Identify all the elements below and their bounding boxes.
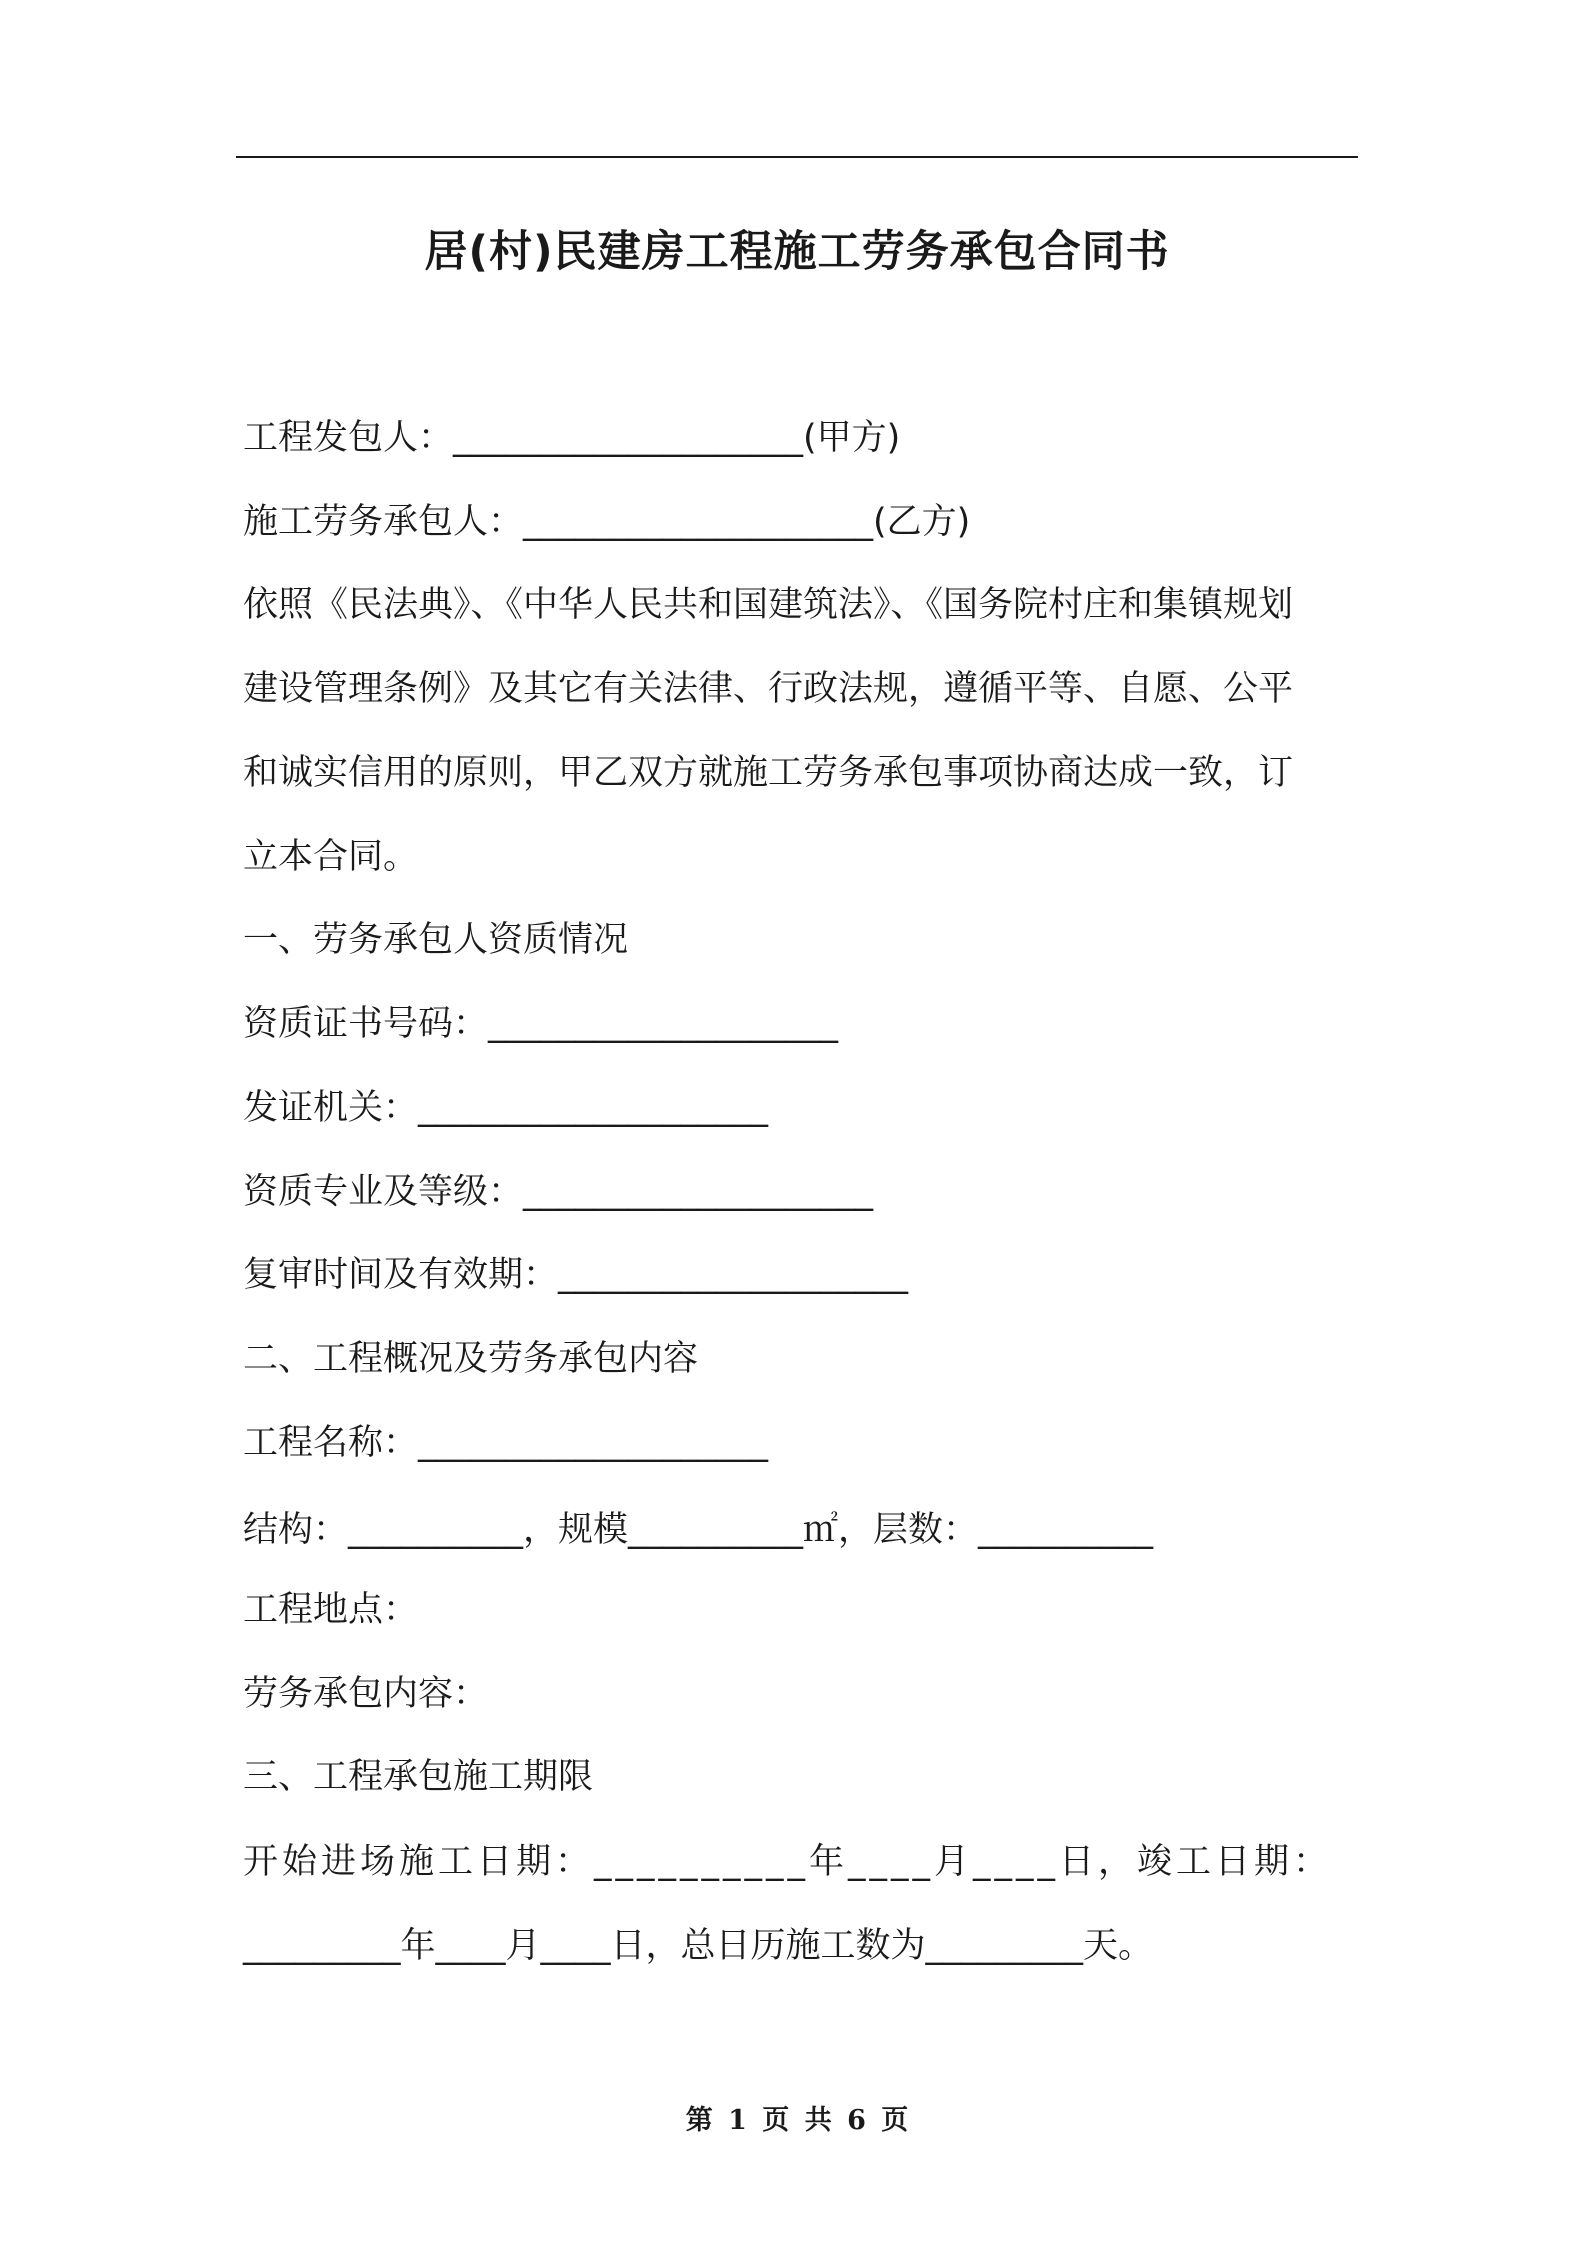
header-rule bbox=[236, 156, 1358, 158]
section-3-heading: 三、工程承包施工期限 bbox=[243, 1757, 594, 1797]
scope-line: 劳务承包内容： bbox=[243, 1674, 489, 1714]
section-1-heading: 一、劳务承包人资质情况 bbox=[243, 920, 629, 960]
review-line: 复审时间及有效期：____________________ bbox=[243, 1255, 909, 1295]
section-2-heading: 二、工程概况及劳务承包内容 bbox=[243, 1339, 699, 1379]
issuer-line: 发证机关：____________________ bbox=[243, 1088, 769, 1128]
structure-line: 结构：__________，规模__________㎡，层数：__________ bbox=[243, 1510, 1154, 1550]
location-line: 工程地点： bbox=[243, 1590, 419, 1630]
client-line: 工程发包人：____________________(甲方) bbox=[243, 418, 901, 458]
end-date-line: _________年____月____日，总日历施工数为_________天。 bbox=[243, 1926, 1154, 1966]
cert-number-line: 资质证书号码：____________________ bbox=[243, 1004, 839, 1044]
document-title: 居(村)民建房工程施工劳务承包合同书 bbox=[424, 227, 1170, 277]
qualification-line: 资质专业及等级：____________________ bbox=[243, 1172, 874, 1212]
preamble-line-3: 和诚实信用的原则，甲乙双方就施工劳务承包事项协商达成一致，订 bbox=[243, 753, 1294, 793]
project-name-line: 工程名称：____________________ bbox=[243, 1423, 769, 1463]
preamble-line-2: 建设管理条例》及其它有关法律、行政法规，遵循平等、自愿、公平 bbox=[243, 669, 1294, 709]
preamble-line-1: 依照《民法典》、《中华人民共和国建筑法》、《国务院村庄和集镇规划 bbox=[243, 585, 1294, 625]
contractor-line: 施工劳务承包人：____________________(乙方) bbox=[243, 502, 971, 542]
start-date-line: 开始进场施工日期：__________年____月____日，竣工日期： bbox=[243, 1842, 1333, 1882]
preamble-line-4: 立本合同。 bbox=[243, 837, 419, 877]
page-footer: 第 1 页 共 6 页 bbox=[685, 2105, 909, 2136]
